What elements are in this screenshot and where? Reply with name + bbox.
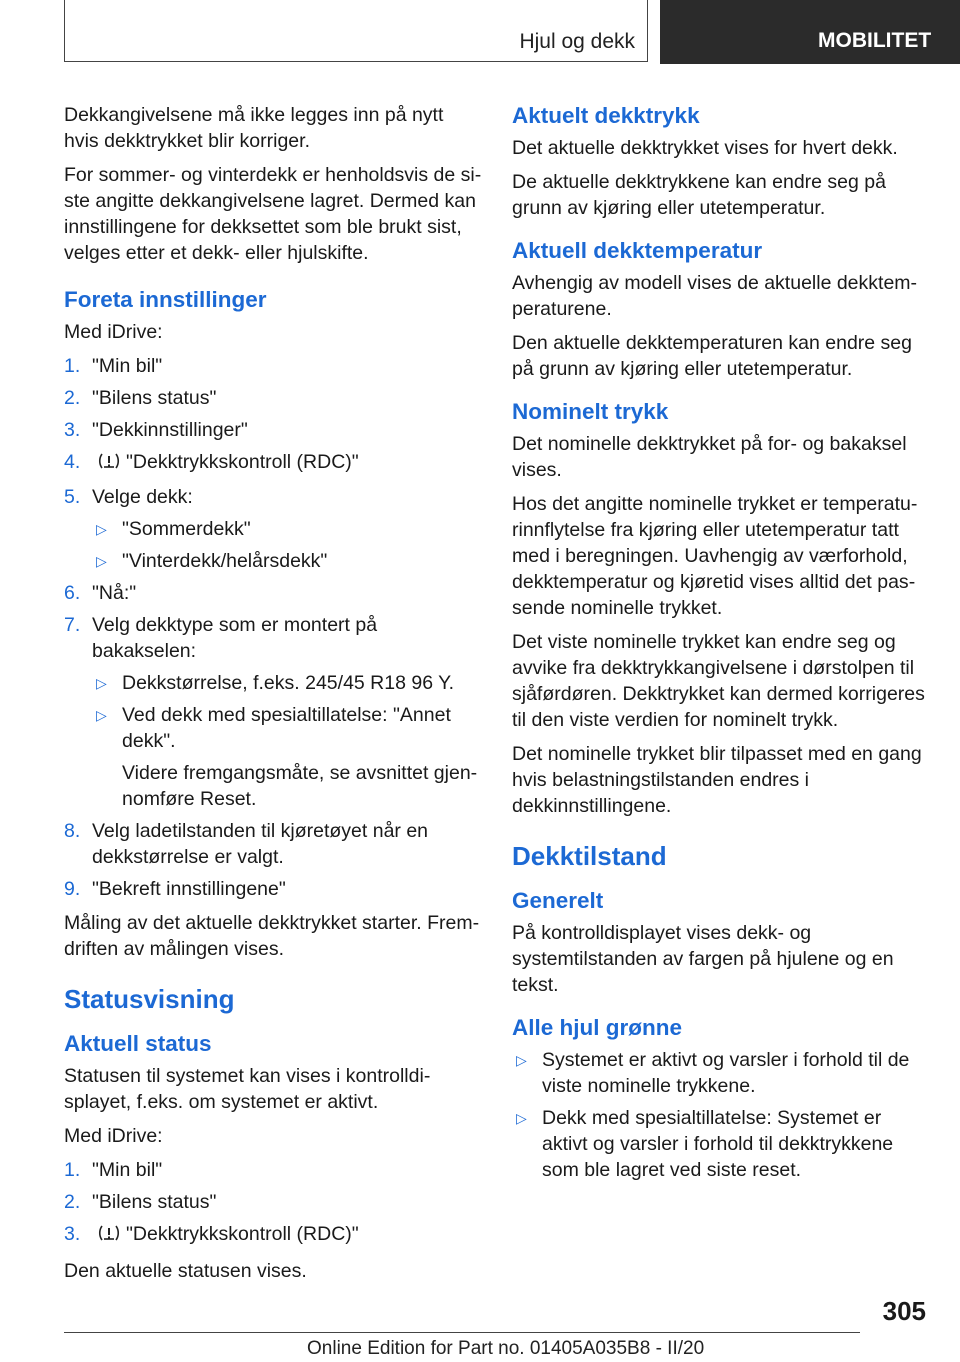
heading-tire-condition: Dekktilstand xyxy=(512,841,667,871)
heading-nominal-pressure: Nominelt trykk xyxy=(512,399,669,424)
tire-warning-icon xyxy=(98,451,120,478)
sub-item-text: Ved dekk med spesialtillatelse: "Annet dekk". xyxy=(122,704,451,752)
section-tab: MOBILITET xyxy=(660,0,960,64)
footer-edition: Online Edition for Part no. 01405A035B8 - II/20 xyxy=(307,1338,705,1359)
page-number: 305 xyxy=(882,1296,926,1326)
footer-divider xyxy=(64,1332,860,1333)
paragraph: På kontrolldisplayet vises dekk- og systemtilstanden av fargen på hjulene og en tekst. xyxy=(512,922,894,996)
paragraph: Det viste nominelle trykket kan endre seg og avvike fra dekktrykkangivelsene i dørstolpen til sjåførdøren. Dekktrykket kan dermed korrigeres til den viste verdien for nominelt trykk. xyxy=(512,631,925,731)
heading-status: Statusvisning xyxy=(64,984,235,1014)
bullet-text: Systemet er aktivt og varsler i forhold til de viste nominelle trykkene. xyxy=(542,1049,910,1097)
list-item xyxy=(92,702,482,754)
step-number: 6. xyxy=(64,582,81,604)
paragraph: For sommer- og vinterdekk er henholdsvis de siste angitte dekkangivelsene lagret. Dermed kan innstillingene for dekksettet som ble brukt sist, velges etter et dekk- eller hjulskifte. xyxy=(64,164,482,264)
step-text: Velg ladetilstanden til kjøretøyet når en dekkstørrelse er valgt. xyxy=(92,820,429,868)
step-number: 1. xyxy=(64,355,81,377)
chapter-title: Hjul og dekk xyxy=(519,30,635,53)
list-item xyxy=(512,1105,928,1183)
step-number: 4. xyxy=(64,451,81,473)
list-item xyxy=(64,1189,482,1215)
list-item xyxy=(92,670,482,696)
paragraph: Det nominelle dekktrykket på for- og bakaksel vises. xyxy=(512,433,907,481)
heading-general: Generelt xyxy=(512,888,604,913)
step-number: 1. xyxy=(64,1159,81,1181)
paragraph: Avhengig av modell vises de aktuelle dekktemperaturene. xyxy=(512,272,918,320)
step-text: "Bilens status" xyxy=(92,387,217,409)
paragraph: De aktuelle dekktrykkene kan endre seg på grunn av kjøring eller utetemperatur. xyxy=(512,171,886,219)
list-item xyxy=(64,612,482,812)
step-number: 2. xyxy=(64,1191,81,1213)
list-item xyxy=(64,449,482,478)
list-item xyxy=(64,818,482,870)
paragraph: Måling av det aktuelle dekktrykket starter. Fremdriften av målingen vises. xyxy=(64,912,480,960)
sub-item-text: Dekkstørrelse, f.eks. 245/45 R18 96 Y. xyxy=(122,672,455,694)
heading-current-pressure: Aktuelt dekktrykk xyxy=(512,103,700,128)
paragraph: Det aktuelle dekktrykket vises for hvert dekk. xyxy=(512,137,898,159)
step-number: 3. xyxy=(64,419,81,441)
list-item xyxy=(64,484,482,574)
step-number: 2. xyxy=(64,387,81,409)
paragraph: Statusen til systemet kan vises i kontrolldisplayet, f.eks. om systemet er aktivt. xyxy=(64,1065,431,1113)
step-text: "Min bil" xyxy=(92,1159,163,1181)
step-number: 3. xyxy=(64,1223,81,1245)
sub-item-text: "Sommerdekk" xyxy=(122,518,251,540)
list-item xyxy=(92,548,482,574)
bullet-list xyxy=(512,1047,928,1183)
bullet-text: Dekk med spesialtillatelse: Systemet er aktivt og varsler i forhold til dekktrykkene som ble lagret ved siste reset. xyxy=(542,1107,894,1181)
step-number: 5. xyxy=(64,486,81,508)
list-item xyxy=(64,417,482,443)
sub-item-text: "Vinterdekk/helårsdekk" xyxy=(122,550,328,572)
tire-warning-icon xyxy=(98,1223,120,1250)
list-item xyxy=(92,516,482,542)
status-steps xyxy=(64,1157,482,1250)
settings-steps xyxy=(64,353,482,902)
page-header xyxy=(0,0,960,66)
bullet-triangle-icon: ▷ xyxy=(96,521,107,537)
paragraph: Den aktuelle dekktemperaturen kan endre seg på grunn av kjøring eller utetemperatur. xyxy=(512,332,912,380)
step-text: "Dekkinnstillinger" xyxy=(92,419,248,441)
list-item xyxy=(512,1047,928,1099)
list-item xyxy=(64,1157,482,1183)
step-text: "Bekreft innstillingene" xyxy=(92,878,286,900)
bullet-triangle-icon: ▷ xyxy=(516,1052,527,1068)
step-text: "Dekktrykkskontroll (RDC)" xyxy=(126,451,359,473)
step-text: "Nå:" xyxy=(92,582,137,604)
paragraph: Hos det angitte nominelle trykket er temperaturinnflytelse fra kjøring eller utetemperatur tatt med i beregningen. Uavhengig av værforhold, dekktemperatur og kjøretid vises alltid det passende nominelle trykket. xyxy=(512,493,918,619)
heading-tire-temperature: Aktuell dekktemperatur xyxy=(512,238,763,263)
list-item xyxy=(64,385,482,411)
step-note: Videre fremgangsmåte, se avsnittet gjennomføre Reset. xyxy=(122,762,478,810)
step-number: 9. xyxy=(64,878,81,900)
bullet-triangle-icon: ▷ xyxy=(96,707,107,723)
list-item xyxy=(64,1221,482,1250)
bullet-triangle-icon: ▷ xyxy=(96,553,107,569)
chapter-box xyxy=(64,0,648,62)
step-text: "Bilens status" xyxy=(92,1191,217,1213)
sub-list xyxy=(92,670,482,754)
idrive-label: Med iDrive: xyxy=(64,321,163,343)
list-item xyxy=(64,353,482,379)
step-number: 8. xyxy=(64,820,81,842)
paragraph: Det nominelle trykket blir tilpasset med en gang hvis belastningstilstanden endres i dekkinnstillingene. xyxy=(512,743,922,817)
step-text: Velg dekktype som er montert på bakakselen: xyxy=(92,614,378,662)
list-item xyxy=(64,876,482,902)
paragraph: Den aktuelle statusen vises. xyxy=(64,1260,307,1282)
left-column xyxy=(64,102,482,1292)
heading-current-status: Aktuell status xyxy=(64,1031,212,1056)
list-item xyxy=(64,580,482,606)
sub-list xyxy=(92,516,482,574)
step-text: "Dekktrykkskontroll (RDC)" xyxy=(126,1223,359,1245)
paragraph: Dekkangivelsene må ikke legges inn på nytt hvis dekktrykket blir korriger. xyxy=(64,104,444,152)
idrive-label: Med iDrive: xyxy=(64,1125,163,1147)
heading-settings: Foreta innstillinger xyxy=(64,287,267,312)
heading-all-wheels-green: Alle hjul grønne xyxy=(512,1015,683,1040)
bullet-triangle-icon: ▷ xyxy=(516,1110,527,1126)
right-column xyxy=(512,102,928,1191)
step-number: 7. xyxy=(64,614,81,636)
bullet-triangle-icon: ▷ xyxy=(96,675,107,691)
step-text: "Min bil" xyxy=(92,355,163,377)
step-text: Velge dekk: xyxy=(92,486,193,508)
